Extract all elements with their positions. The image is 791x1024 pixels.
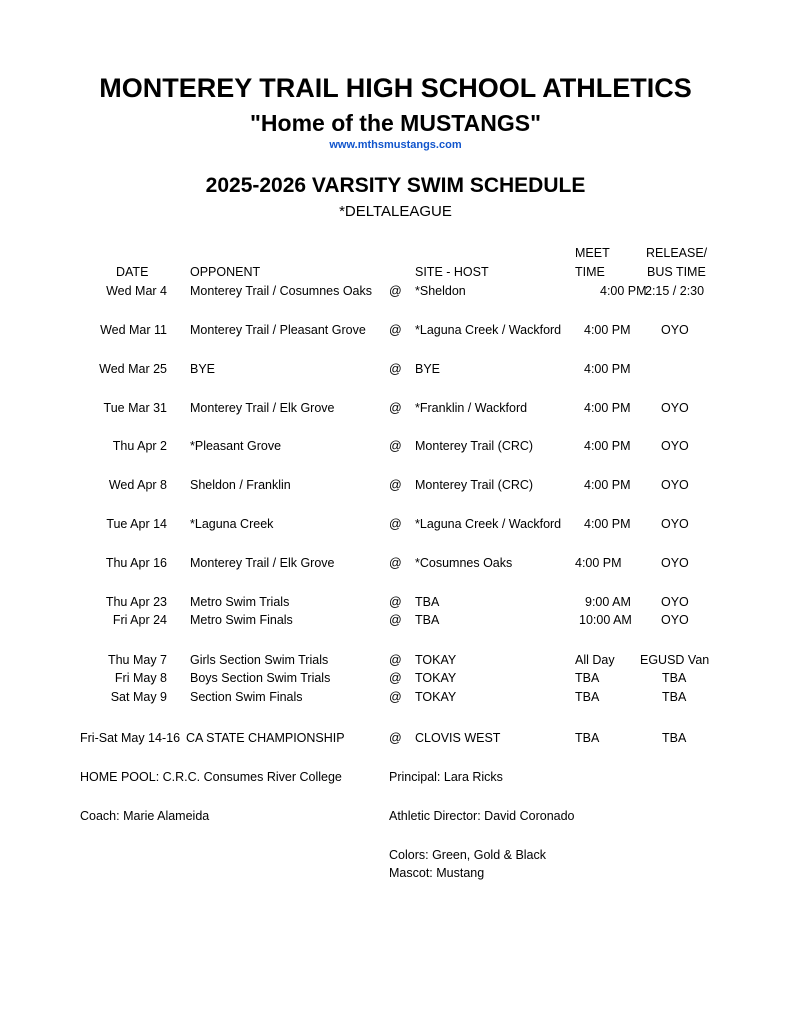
row-opponent: Monterey Trail / Cosumnes Oaks — [190, 284, 373, 298]
table-row — [0, 439, 791, 455]
row-at: @ — [389, 671, 402, 685]
row-meet-time: TBA — [575, 731, 600, 745]
league-label: *DELTALEAGUE — [339, 203, 452, 220]
row-release-time: OYO — [661, 478, 689, 492]
row-meet-time: 9:00 AM — [585, 595, 631, 609]
row-at: @ — [389, 284, 402, 298]
row-meet-time: 4:00 PM — [584, 478, 631, 492]
row-release-time: OYO — [661, 517, 689, 531]
schedule-title: 2025-2026 VARSITY SWIM SCHEDULE — [205, 174, 586, 197]
row-at: @ — [389, 731, 402, 745]
row-opponent: BYE — [190, 362, 216, 376]
row-site: *Franklin / Wackford — [415, 401, 528, 415]
row-date: Thu Apr 23 — [105, 595, 167, 609]
row-opponent: *Pleasant Grove — [190, 439, 282, 453]
row-date: Wed Mar 25 — [99, 362, 167, 376]
row-release-time: OYO — [661, 401, 689, 415]
row-site: TBA — [415, 595, 440, 609]
table-row — [0, 556, 791, 572]
table-row — [0, 731, 791, 747]
row-date: Fri Apr 24 — [112, 613, 167, 627]
school-colors: Colors: Green, Gold & Black — [389, 848, 547, 862]
row-release-time: 2:15 / 2:30 — [645, 284, 705, 298]
row-site: TOKAY — [415, 653, 457, 667]
row-at: @ — [389, 595, 402, 609]
school-title: MONTEREY TRAIL HIGH SCHOOL ATHLETICS — [99, 73, 692, 103]
row-opponent: Sheldon / Franklin — [190, 478, 291, 492]
table-row — [0, 690, 791, 706]
row-date: Thu May 7 — [107, 653, 167, 667]
row-site: *Laguna Creek / Wackford — [415, 323, 562, 337]
row-release-time: TBA — [662, 731, 687, 745]
row-site: *Sheldon — [415, 284, 466, 298]
table-row — [0, 362, 791, 378]
row-opponent: Monterey Trail / Elk Grove — [190, 401, 335, 415]
mascot: Mascot: Mustang — [389, 866, 485, 880]
date-header: DATE — [116, 265, 149, 279]
table-row — [0, 595, 791, 611]
coach: Coach: Marie Alameida — [80, 809, 210, 823]
row-date: Wed Mar 4 — [106, 284, 167, 298]
row-date: Thu Apr 2 — [112, 439, 167, 453]
row-date: Thu Apr 16 — [105, 556, 167, 570]
row-site: *Cosumnes Oaks — [415, 556, 513, 570]
row-date: Fri-Sat May 14-16 — [80, 731, 181, 745]
row-meet-time: 4:00 PM — [584, 401, 631, 415]
row-opponent: Monterey Trail / Elk Grove — [190, 556, 335, 570]
table-row — [0, 517, 791, 533]
row-meet-time: 10:00 AM — [579, 613, 632, 627]
row-meet-time: 4:00 PM — [584, 362, 631, 376]
website-link[interactable]: www.mthsmustangs.com — [329, 139, 462, 151]
row-at: @ — [389, 613, 402, 627]
row-release-time: TBA — [662, 671, 687, 685]
row-meet-time: 4:00 PM — [584, 323, 631, 337]
row-opponent: Section Swim Finals — [190, 690, 303, 704]
row-site: TOKAY — [415, 690, 457, 704]
row-meet-time: 4:00 PM — [584, 517, 631, 531]
row-opponent: Girls Section Swim Trials — [190, 653, 329, 667]
row-meet-time: TBA — [575, 690, 600, 704]
row-at: @ — [389, 362, 402, 376]
row-opponent: Monterey Trail / Pleasant Grove — [190, 323, 366, 337]
meet-time-header: TIME — [575, 265, 605, 279]
row-meet-time: 4:00 PM — [575, 556, 622, 570]
row-meet-time: 4:00 PM — [600, 284, 647, 298]
row-date: Sat May 9 — [110, 690, 167, 704]
row-at: @ — [389, 690, 402, 704]
athletic-director: Athletic Director: David Coronado — [389, 809, 575, 823]
row-opponent: *Laguna Creek — [190, 517, 274, 531]
row-date: Wed Apr 8 — [108, 478, 167, 492]
row-release-time: OYO — [661, 556, 689, 570]
row-date: Wed Mar 11 — [100, 323, 167, 337]
home-pool: HOME POOL: C.R.C. Consumes River College — [80, 770, 342, 784]
row-date: Fri May 8 — [114, 671, 167, 685]
row-release-time: OYO — [661, 595, 689, 609]
row-meet-time: TBA — [575, 671, 600, 685]
row-at: @ — [389, 401, 402, 415]
table-row — [0, 613, 791, 629]
site-header: SITE - HOST — [415, 265, 489, 279]
row-opponent: Boys Section Swim Trials — [190, 671, 331, 685]
release-time-header: BUS TIME — [647, 265, 706, 279]
row-date: Tue Apr 14 — [106, 517, 167, 531]
row-opponent: Metro Swim Trials — [190, 595, 290, 609]
row-at: @ — [389, 556, 402, 570]
tagline: "Home of the MUSTANGS" — [250, 110, 541, 136]
row-release-time: TBA — [662, 690, 687, 704]
row-release-time: OYO — [661, 613, 689, 627]
row-release-time: OYO — [661, 323, 689, 337]
row-site: BYE — [415, 362, 441, 376]
row-site: Monterey Trail (CRC) — [415, 478, 534, 492]
table-row — [0, 671, 791, 687]
row-date: Tue Mar 31 — [103, 401, 167, 415]
row-site: TBA — [415, 613, 440, 627]
row-site: TOKAY — [415, 671, 457, 685]
row-at: @ — [389, 323, 402, 337]
table-row — [0, 401, 791, 417]
row-at: @ — [389, 653, 402, 667]
table-row — [0, 653, 791, 669]
principal: Principal: Lara Ricks — [389, 770, 503, 784]
opponent-header: OPPONENT — [190, 265, 261, 279]
row-meet-time: 4:00 PM — [584, 439, 631, 453]
row-site: CLOVIS WEST — [415, 731, 501, 745]
row-at: @ — [389, 517, 402, 531]
row-at: @ — [389, 478, 402, 492]
row-release-time: EGUSD Van — [640, 653, 710, 667]
release-header-top: RELEASE/ — [646, 246, 708, 260]
row-at: @ — [389, 439, 402, 453]
row-site: Monterey Trail (CRC) — [415, 439, 534, 453]
row-site: *Laguna Creek / Wackford — [415, 517, 562, 531]
table-row — [0, 284, 791, 300]
table-row — [0, 323, 791, 339]
row-opponent: CA STATE CHAMPIONSHIP — [186, 731, 345, 745]
meet-header-top: MEET — [575, 246, 610, 260]
table-row — [0, 478, 791, 494]
row-release-time: OYO — [661, 439, 689, 453]
row-meet-time: All Day — [575, 653, 615, 667]
row-opponent: Metro Swim Finals — [190, 613, 293, 627]
